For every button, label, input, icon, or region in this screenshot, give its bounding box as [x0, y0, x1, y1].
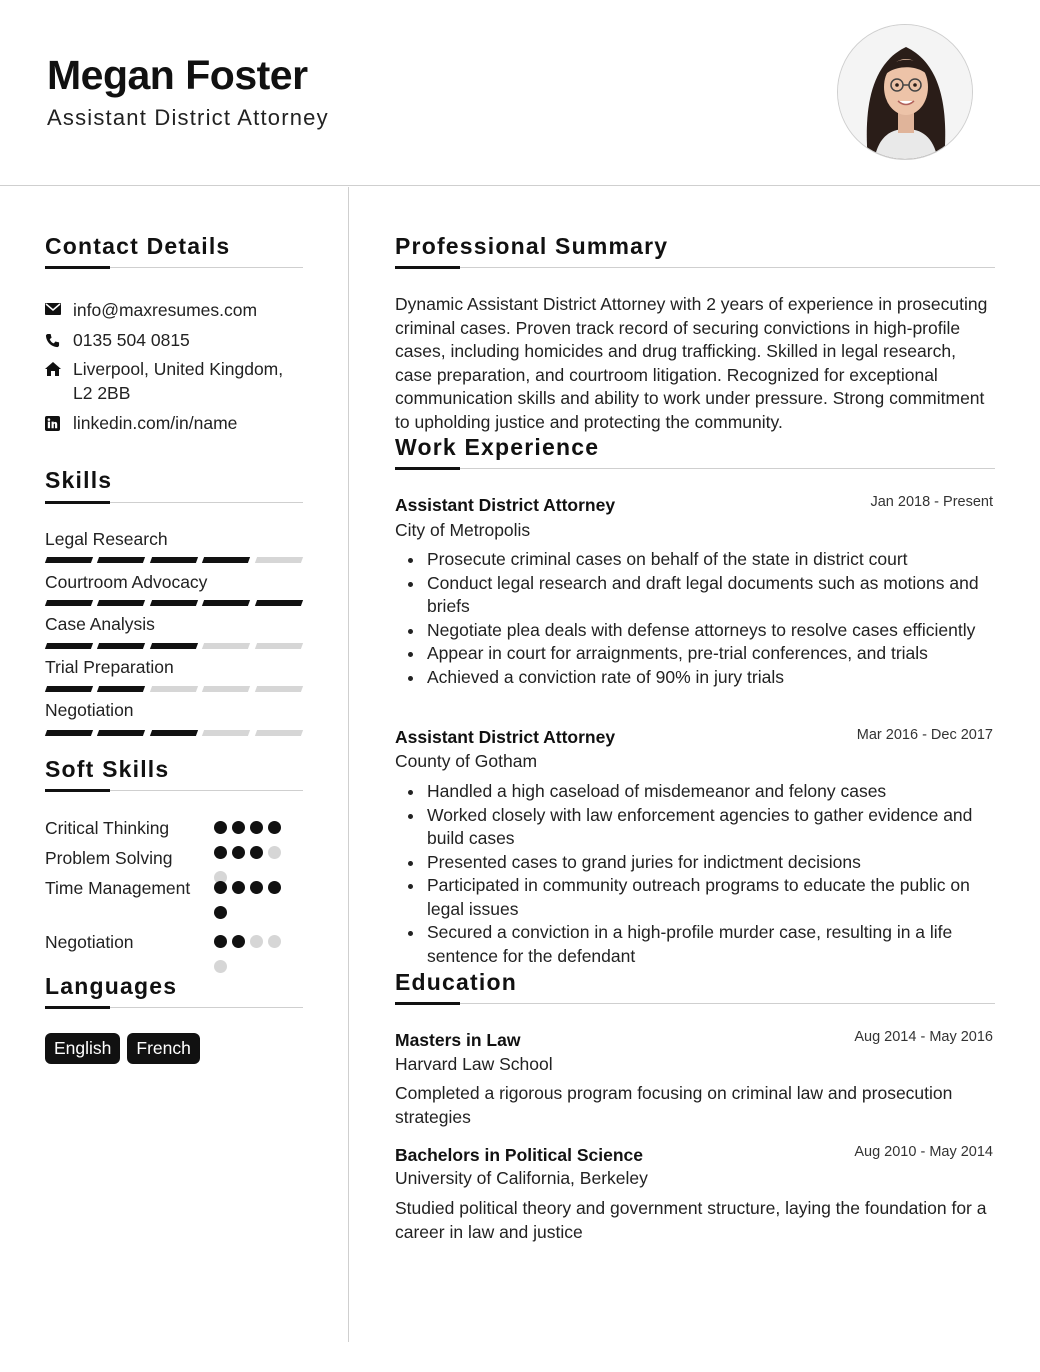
skill-level-segment [150, 600, 199, 606]
skill-level-bar [46, 730, 302, 736]
language-tag: English [45, 1033, 120, 1064]
skill-level-segment [45, 643, 94, 649]
summary-text: Dynamic Assistant District Attorney with 2 years of experience in prosecuting criminal cases. Proven track record of securing convictions in high-profile cases, including homicides and drug trafficking. Skilled in legal research, case preparation, and courtroom litigation. Recognized for exceptional communication skills and ability to work under pressure. Strong commitment to upholding justice and protecting the community. [395, 294, 988, 432]
soft-skill-label: Critical Thinking [45, 818, 170, 838]
skill-level-segment [255, 600, 304, 606]
job-title: Assistant District Attorney [395, 727, 616, 747]
job-bullets [395, 548, 995, 689]
linkedin-icon [45, 416, 60, 431]
job-bullet: Secured a conviction in a high-profile murder case, resulting in a life sentence for the defendant [395, 921, 995, 968]
soft-skills-heading: Soft Skills [45, 756, 170, 782]
contact-address-line2: L2 2BB [73, 383, 131, 403]
soft-skill-dot [268, 935, 281, 948]
contact-linkedin[interactable] [45, 411, 237, 435]
education-school: University of California, Berkeley [395, 1168, 648, 1188]
job-title: Assistant District Attorney [395, 495, 616, 515]
contact-email[interactable] [45, 298, 257, 322]
soft-skill-dot [214, 821, 227, 834]
job-bullet: Presented cases to grand juries for indictment decisions [395, 851, 995, 875]
skill-level-segment [150, 643, 199, 649]
job-bullet: Handled a high caseload of misdemeanor and felony cases [395, 780, 995, 804]
job-bullet: Negotiate plea deals with defense attorneys to resolve cases efficiently [395, 619, 995, 643]
education-dates: Aug 2010 - May 2014 [854, 1144, 993, 1160]
profile-photo-illustration [838, 25, 973, 160]
education-description: Completed a rigorous program focusing on criminal law and prosecution strategies [395, 1083, 953, 1127]
candidate-name: Megan Foster [47, 52, 308, 98]
skill-level-segment [150, 730, 199, 736]
skill-level-segment [97, 730, 146, 736]
soft-skill-dot [232, 935, 245, 948]
summary-heading-rule [395, 267, 995, 268]
education-degree: Bachelors in Political Science [395, 1145, 644, 1165]
job-dates: Mar 2016 - Dec 2017 [856, 727, 993, 743]
job-bullet: Participated in community outreach programs to educate the public on legal issues [395, 874, 995, 921]
soft-skill-dot [250, 881, 263, 894]
contact-email-text: info@maxresumes.com [73, 300, 258, 320]
experience-heading-rule [395, 468, 995, 469]
contact-address [45, 357, 283, 405]
soft-skill-dot [214, 960, 227, 973]
job-bullet: Appear in court for arraignments, pre-trial conferences, and trials [395, 642, 995, 666]
skill-level-segment [45, 600, 94, 606]
contact-phone-text: 0135 504 0815 [73, 330, 190, 350]
education-degree: Masters in Law [395, 1030, 521, 1050]
skill-level-bar [46, 557, 302, 563]
skills-heading-rule [45, 502, 303, 503]
education-description: Studied political theory and government structure, laying the foundation for a career in law and justice [395, 1198, 987, 1242]
skill-level-segment [97, 557, 146, 563]
profile-photo [837, 24, 973, 160]
soft-skill-dot [214, 935, 227, 948]
phone-icon [45, 333, 60, 348]
home-icon [45, 362, 61, 376]
soft-skill-dot [214, 881, 227, 894]
education-heading: Education [395, 969, 517, 995]
soft-skill-dot [268, 881, 281, 894]
skill-level-bar [46, 643, 302, 649]
skill-level-segment [97, 643, 146, 649]
soft-skill-dot [232, 821, 245, 834]
languages-heading-rule [45, 1007, 303, 1008]
soft-skill-dot [232, 846, 245, 859]
soft-skill-dot [250, 935, 263, 948]
education-heading-rule [395, 1003, 995, 1004]
skill-level-bar [46, 600, 302, 606]
resume-header [0, 0, 1040, 186]
contact-linkedin-text: linkedin.com/in/name [73, 413, 238, 433]
skill-level-segment [45, 686, 94, 692]
candidate-title: Assistant District Attorney [47, 105, 329, 130]
soft-skills-heading-rule [45, 790, 303, 791]
soft-skill-rating [214, 881, 294, 919]
soft-skill-label: Time Management [45, 878, 191, 898]
skill-label: Negotiation [45, 700, 134, 720]
soft-skill-dot [250, 821, 263, 834]
job-bullet: Achieved a conviction rate of 90% in jury trials [395, 666, 995, 690]
job-bullets [395, 780, 995, 968]
contact-heading-rule [45, 267, 303, 268]
skill-level-segment [255, 730, 304, 736]
soft-skill-label: Problem Solving [45, 848, 173, 868]
skill-level-segment [202, 557, 251, 563]
soft-skill-dot [268, 821, 281, 834]
envelope-icon [45, 303, 61, 315]
job-bullet: Prosecute criminal cases on behalf of the state in district court [395, 548, 995, 572]
soft-skill-label: Negotiation [45, 932, 134, 952]
soft-skill-rating [214, 821, 294, 834]
soft-skill-rating [214, 935, 294, 973]
contact-phone[interactable] [45, 328, 190, 352]
soft-skill-dot [232, 881, 245, 894]
skill-level-segment [202, 730, 251, 736]
experience-heading: Work Experience [395, 434, 600, 460]
skill-level-segment [202, 600, 251, 606]
soft-skill-dot [214, 846, 227, 859]
skill-level-segment [45, 730, 94, 736]
contact-address-line1: Liverpool, United Kingdom, [73, 359, 284, 379]
skill-level-segment [255, 686, 304, 692]
skill-level-segment [97, 600, 146, 606]
skill-level-segment [97, 686, 146, 692]
column-divider [348, 187, 349, 1342]
job-bullet: Worked closely with law enforcement agencies to gather evidence and build cases [395, 804, 995, 851]
job-organization: City of Metropolis [395, 520, 531, 540]
skill-level-segment [150, 686, 199, 692]
skill-label: Legal Research [45, 529, 168, 549]
language-list [45, 1033, 200, 1064]
soft-skill-dot [250, 846, 263, 859]
education-dates: Aug 2014 - May 2016 [854, 1029, 993, 1045]
skill-label: Trial Preparation [45, 657, 174, 677]
job-organization: County of Gotham [395, 751, 538, 771]
skill-level-segment [45, 557, 94, 563]
skill-level-bar [46, 686, 302, 692]
skill-level-segment [202, 643, 251, 649]
soft-skill-dot [214, 906, 227, 919]
skill-level-segment [255, 557, 304, 563]
languages-heading: Languages [45, 973, 178, 999]
job-dates: Jan 2018 - Present [870, 494, 993, 510]
language-tag: French [127, 1033, 199, 1064]
skill-label: Case Analysis [45, 614, 155, 634]
summary-heading: Professional Summary [395, 233, 669, 259]
skill-level-segment [202, 686, 251, 692]
soft-skill-rating [214, 846, 294, 884]
skill-level-segment [255, 643, 304, 649]
job-bullet: Conduct legal research and draft legal documents such as motions and briefs [395, 572, 995, 619]
education-school: Harvard Law School [395, 1054, 553, 1074]
skill-label: Courtroom Advocacy [45, 572, 208, 592]
skills-heading: Skills [45, 467, 113, 493]
soft-skill-dot [268, 846, 281, 859]
contact-heading: Contact Details [45, 233, 231, 259]
skill-level-segment [150, 557, 199, 563]
